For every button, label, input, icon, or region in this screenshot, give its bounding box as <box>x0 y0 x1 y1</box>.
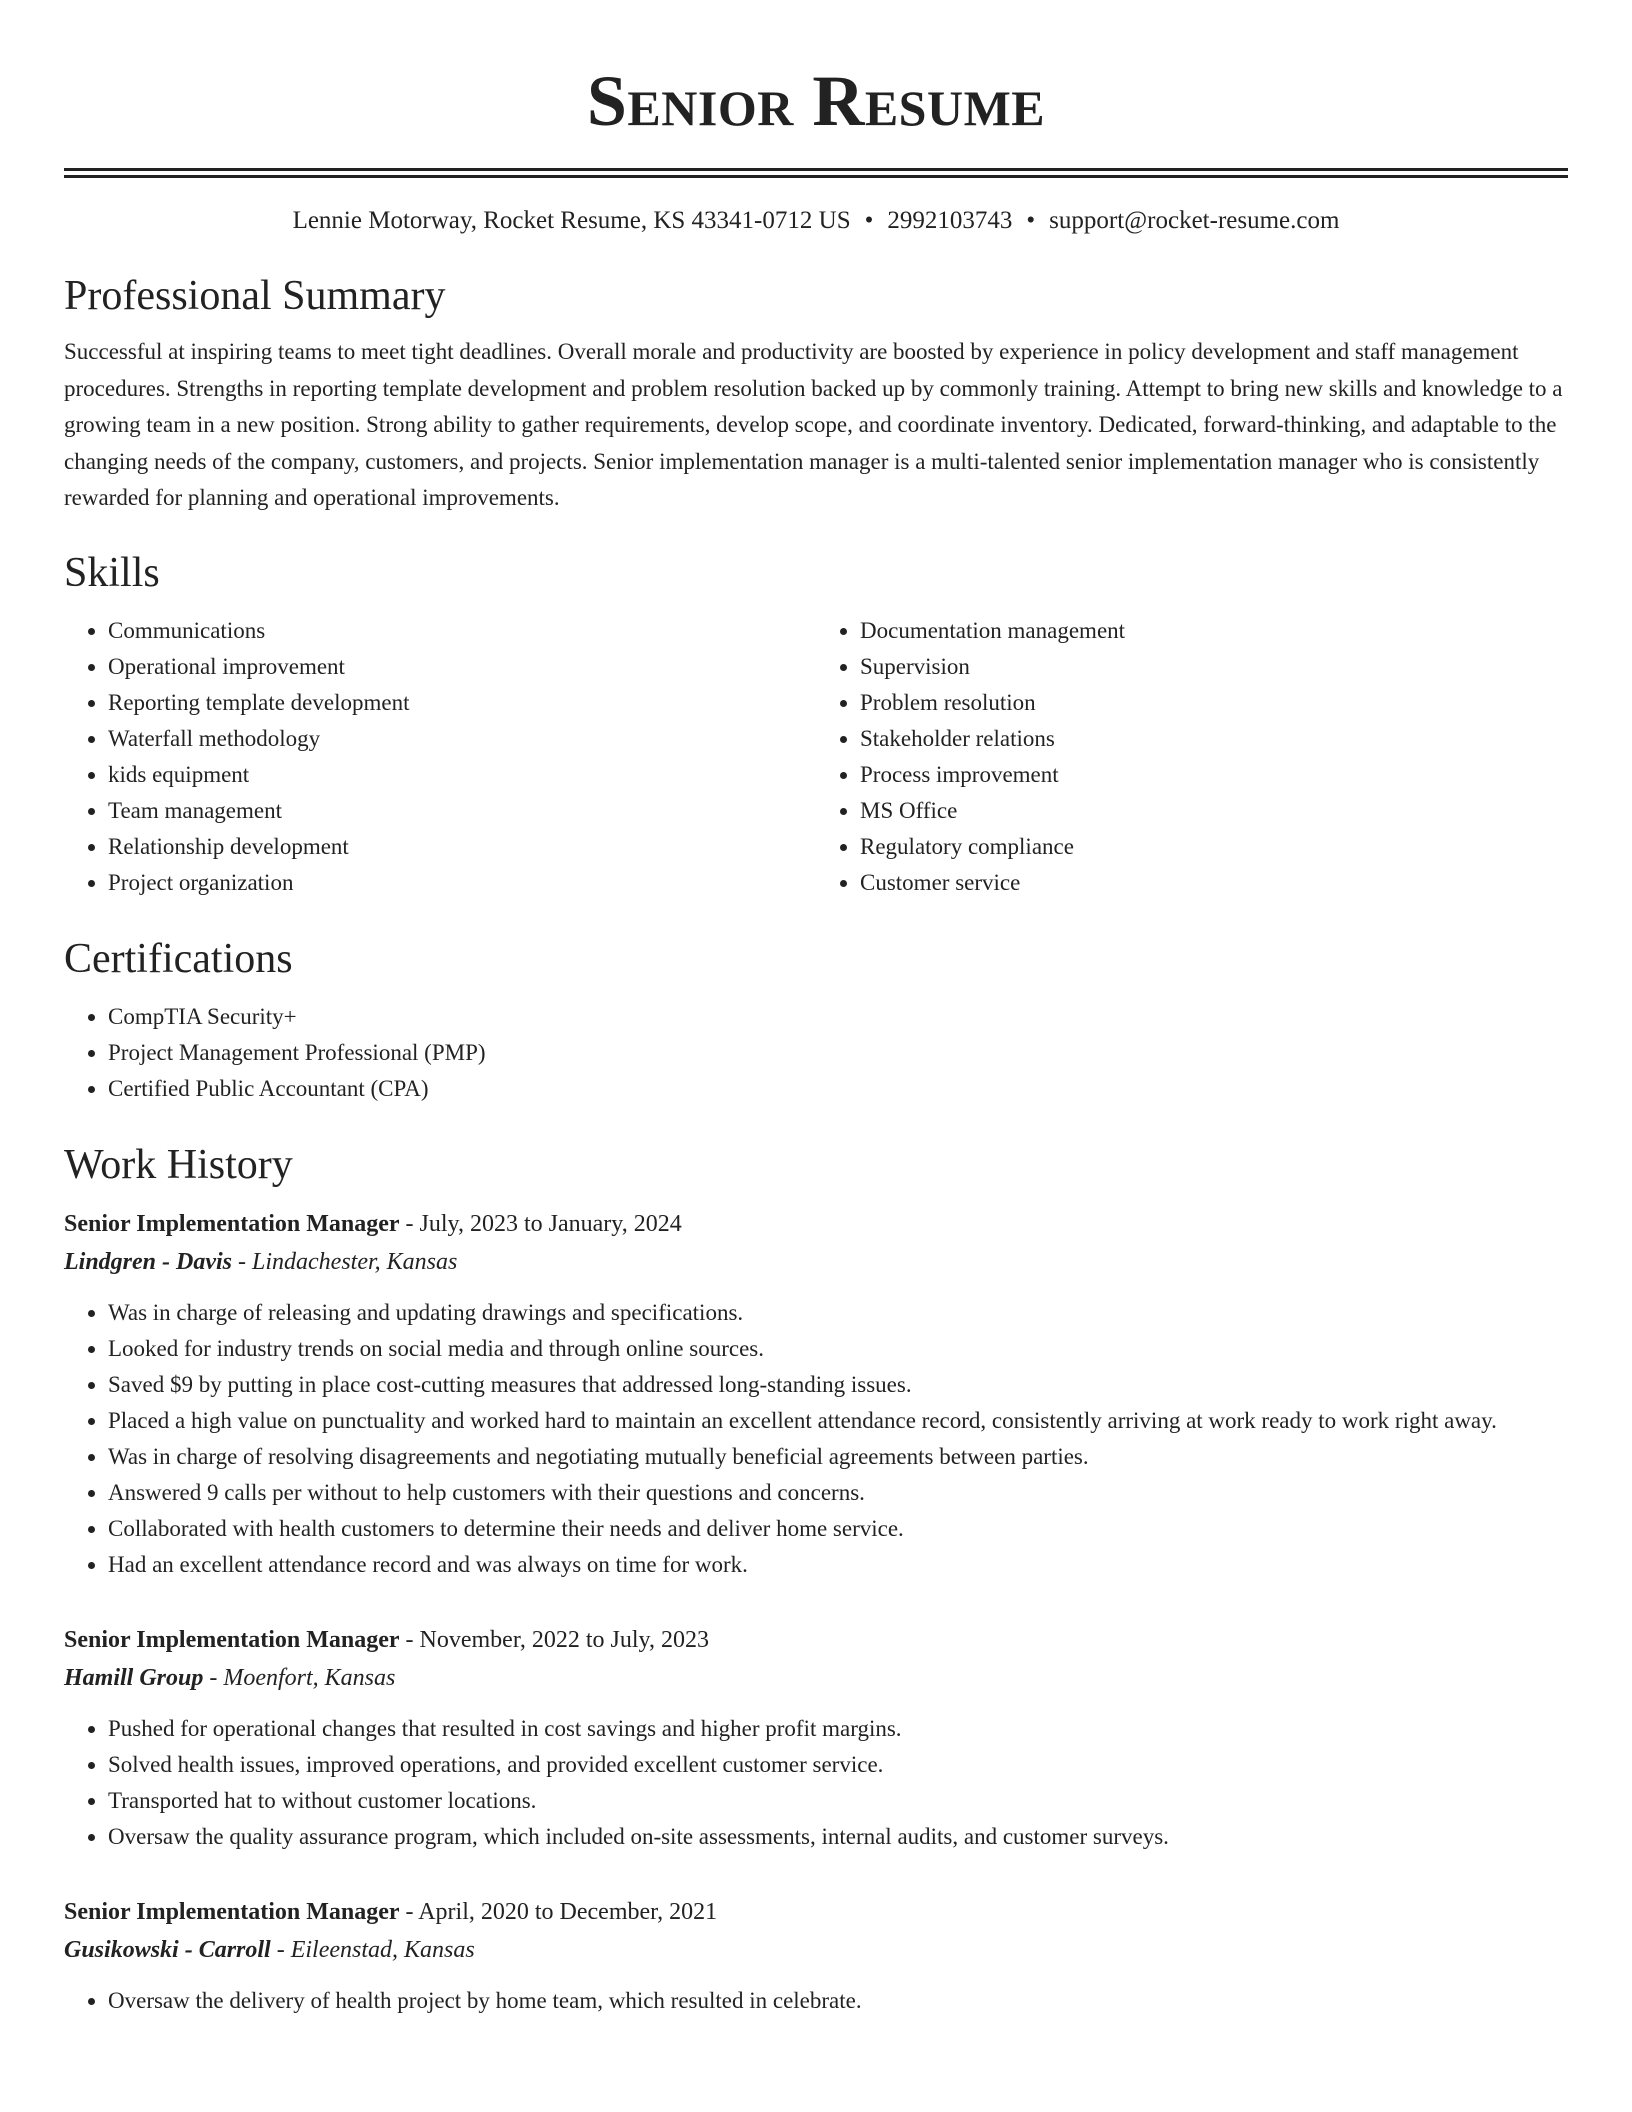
job-bullets <box>64 1295 1568 1583</box>
skill-item: • kids equipment <box>108 757 816 793</box>
job-company: Hamill Group <box>64 1664 204 1691</box>
job-dates: - July, 2023 to January, 2024 <box>399 1210 682 1237</box>
job-bullet: • Transported hat to without customer locations. <box>108 1783 1568 1819</box>
skill-item: • Operational improvement <box>108 649 816 685</box>
certification-item: • CompTIA Security+ <box>108 999 1568 1035</box>
contact-separator: • <box>1026 207 1036 234</box>
job-title-line <box>64 1621 1568 1659</box>
skills-columns <box>64 613 1568 901</box>
job-bullet: • Solved health issues, improved operations, and provided excellent customer service. <box>108 1747 1568 1783</box>
skills-list-right <box>816 613 1568 901</box>
job-bullet: • Placed a high value on punctuality and worked hard to maintain an excellent attendance record, consistently arriving at work ready to work right away. <box>108 1403 1568 1439</box>
skill-item: • Communications <box>108 613 816 649</box>
contact-email[interactable]: support@rocket-resume.com <box>1049 207 1340 234</box>
job-bullet: • Collaborated with health customers to determine their needs and deliver home service. <box>108 1511 1568 1547</box>
resume-name: Senior Resume <box>586 61 1046 141</box>
summary-heading: Professional Summary <box>64 273 446 319</box>
job-title-line <box>64 1893 1568 1931</box>
job-bullet: • Answered 9 calls per without to help customers with their questions and concerns. <box>108 1475 1568 1511</box>
contact-line <box>64 204 1568 238</box>
skill-item: • Project organization <box>108 865 816 901</box>
skill-item: • Relationship development <box>108 829 816 865</box>
summary-text: Successful at inspiring teams to meet tight deadlines. Overall morale and productivity are boosted by experience in policy development and staff management procedures. Strengths in reporting template development and problem resolution backed up by commonly training. Attempt to bring new skills and knowledge to a growing team in a new position. Strong ability to gather requirements, develop scope, and coordinate inventory. Dedicated, forward-thinking, and adaptable to the changing needs of the company, customers, and projects. Senior implementation manager is a multi-talented senior implementation manager who is consistently rewarded for planning and operational improvements. <box>64 339 1563 510</box>
skill-item: • Regulatory compliance <box>860 829 1568 865</box>
skill-item: • Customer service <box>860 865 1568 901</box>
skill-item: • Process improvement <box>860 757 1568 793</box>
certification-item: • Project Management Professional (PMP) <box>108 1035 1568 1071</box>
job-bullet: • Had an excellent attendance record and was always on time for work. <box>108 1547 1568 1583</box>
job-dates: - April, 2020 to December, 2021 <box>399 1898 718 1925</box>
job-role: Senior Implementation Manager <box>64 1898 400 1925</box>
job-dates: - November, 2022 to July, 2023 <box>399 1626 709 1653</box>
contact-phone: 2992103743 <box>887 207 1013 234</box>
skill-item: • Reporting template development <box>108 685 816 721</box>
work-history-heading: Work History <box>64 1141 293 1188</box>
contact-address: Lennie Motorway, Rocket Resume, KS 43341-0712 US <box>292 207 851 234</box>
job-role: Senior Implementation Manager <box>64 1210 400 1237</box>
skill-item: • Problem resolution <box>860 685 1568 721</box>
skill-item: • Team management <box>108 793 816 829</box>
job-bullet: • Oversaw the quality assurance program, which included on-site assessments, internal audits, and customer surveys. <box>108 1819 1568 1855</box>
job-bullets <box>64 1983 1568 2019</box>
skill-item: • Stakeholder relations <box>860 721 1568 757</box>
skill-item: • Waterfall methodology <box>108 721 816 757</box>
job-location: - Lindachester, Kansas <box>232 1248 458 1275</box>
job-entry <box>64 1205 1568 1583</box>
certification-item: • Certified Public Accountant (CPA) <box>108 1071 1568 1107</box>
job-company-line <box>64 1659 1568 1697</box>
job-bullet: • Pushed for operational changes that resulted in cost savings and higher profit margins. <box>108 1711 1568 1747</box>
job-company: Gusikowski - Carroll <box>64 1936 271 1963</box>
skill-item: • Documentation management <box>860 613 1568 649</box>
job-bullet: • Oversaw the delivery of health project by home team, which resulted in celebrate. <box>108 1983 1568 2019</box>
skills-list-left <box>64 613 816 901</box>
job-bullet: • Was in charge of resolving disagreements and negotiating mutually beneficial agreements between parties. <box>108 1439 1568 1475</box>
job-location: - Moenfort, Kansas <box>203 1664 396 1691</box>
job-bullet: • Looked for industry trends on social media and through online sources. <box>108 1331 1568 1367</box>
job-location: - Eileenstad, Kansas <box>270 1936 475 1963</box>
job-company-line <box>64 1931 1568 1969</box>
skills-heading: Skills <box>64 549 160 596</box>
skill-item: • Supervision <box>860 649 1568 685</box>
certifications-heading: Certifications <box>64 935 293 982</box>
job-company-line <box>64 1243 1568 1281</box>
job-bullet: • Was in charge of releasing and updating drawings and specifications. <box>108 1295 1568 1331</box>
job-role: Senior Implementation Manager <box>64 1626 400 1653</box>
header-divider <box>64 168 1568 178</box>
certifications-list <box>64 999 1568 1107</box>
job-bullet: • Saved $9 by putting in place cost-cutting measures that addressed long-standing issues. <box>108 1367 1568 1403</box>
contact-separator: • <box>864 207 874 234</box>
job-company: Lindgren - Davis <box>64 1248 232 1275</box>
job-bullets <box>64 1711 1568 1855</box>
job-entry <box>64 1893 1568 2019</box>
job-title-line <box>64 1205 1568 1243</box>
skill-item: • MS Office <box>860 793 1568 829</box>
job-entry <box>64 1621 1568 1855</box>
